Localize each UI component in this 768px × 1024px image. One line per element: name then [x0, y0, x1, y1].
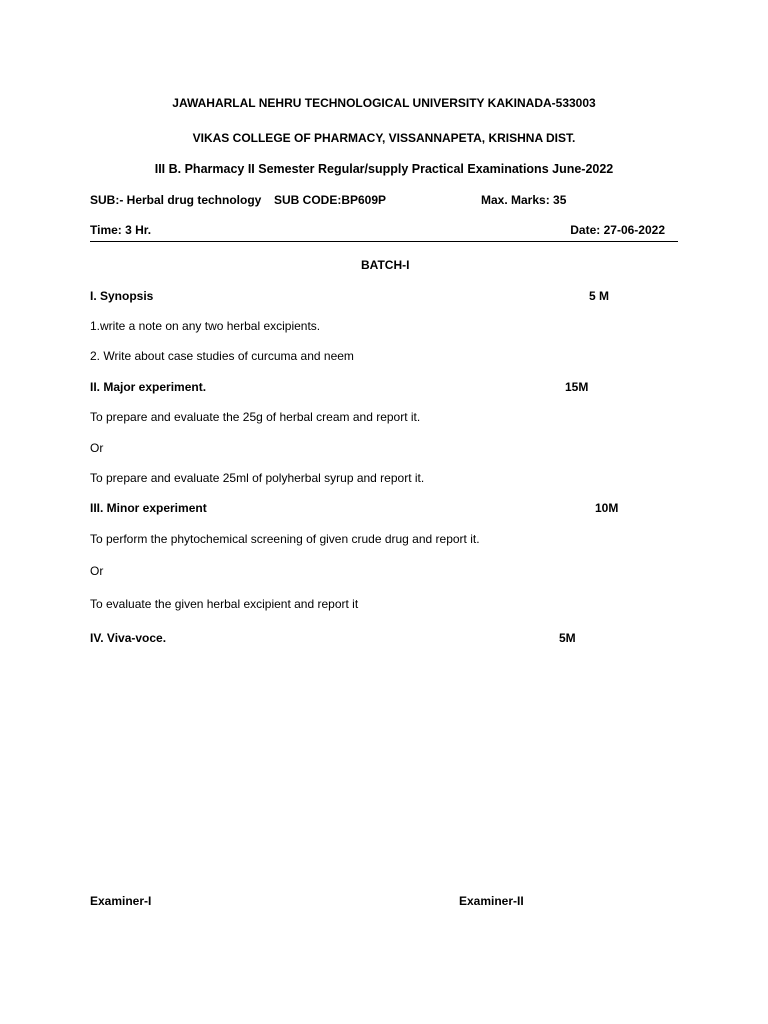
examiner-1-signature-label: Examiner-I — [90, 894, 152, 908]
major-option-2: To prepare and evaluate 25ml of polyherbal syrup and report it. — [90, 471, 425, 485]
synopsis-marks: 5 M — [589, 289, 610, 303]
synopsis-item-2: 2. Write about case studies of curcuma and neem — [90, 349, 354, 363]
college-title: VIKAS COLLEGE OF PHARMACY, VISSANNAPETA, KRISHNA DIST. — [192, 131, 576, 145]
synopsis-item-1: 1.write a note on any two herbal excipients. — [90, 319, 321, 333]
exam-time: Time: 3 Hr. — [90, 223, 152, 237]
exam-date: Date: 27-06-2022 — [570, 223, 665, 237]
minor-option-1: To perform the phytochemical screening of given crude drug and report it. — [90, 532, 480, 546]
examiner-2-signature-label: Examiner-II — [459, 894, 524, 908]
major-experiment-title: II. Major experiment. — [90, 380, 207, 394]
major-experiment-marks: 15M — [565, 380, 589, 394]
major-option-1: To prepare and evaluate the 25g of herbal cream and report it. — [90, 410, 421, 424]
subject-code: SUB CODE:BP609P — [274, 193, 387, 207]
header-divider — [90, 241, 678, 242]
minor-experiment-marks: 10M — [595, 501, 619, 515]
max-marks: Max. Marks: 35 — [481, 193, 567, 207]
minor-option-2: To evaluate the given herbal excipient and report it — [90, 597, 359, 611]
minor-experiment-title: III. Minor experiment — [90, 501, 207, 515]
subject-name: SUB:- Herbal drug technology — [90, 193, 262, 207]
synopsis-title: I. Synopsis — [90, 289, 154, 303]
viva-voce-title: IV. Viva-voce. — [90, 631, 167, 645]
minor-or: Or — [90, 564, 104, 578]
viva-voce-marks: 5M — [559, 631, 576, 645]
major-or: Or — [90, 441, 104, 455]
batch-label: BATCH-I — [361, 258, 410, 272]
university-title: JAWAHARLAL NEHRU TECHNOLOGICAL UNIVERSITY KAKINADA-533003 — [172, 96, 596, 110]
exam-title: III B. Pharmacy II Semester Regular/supply Practical Examinations June-2022 — [154, 162, 614, 176]
